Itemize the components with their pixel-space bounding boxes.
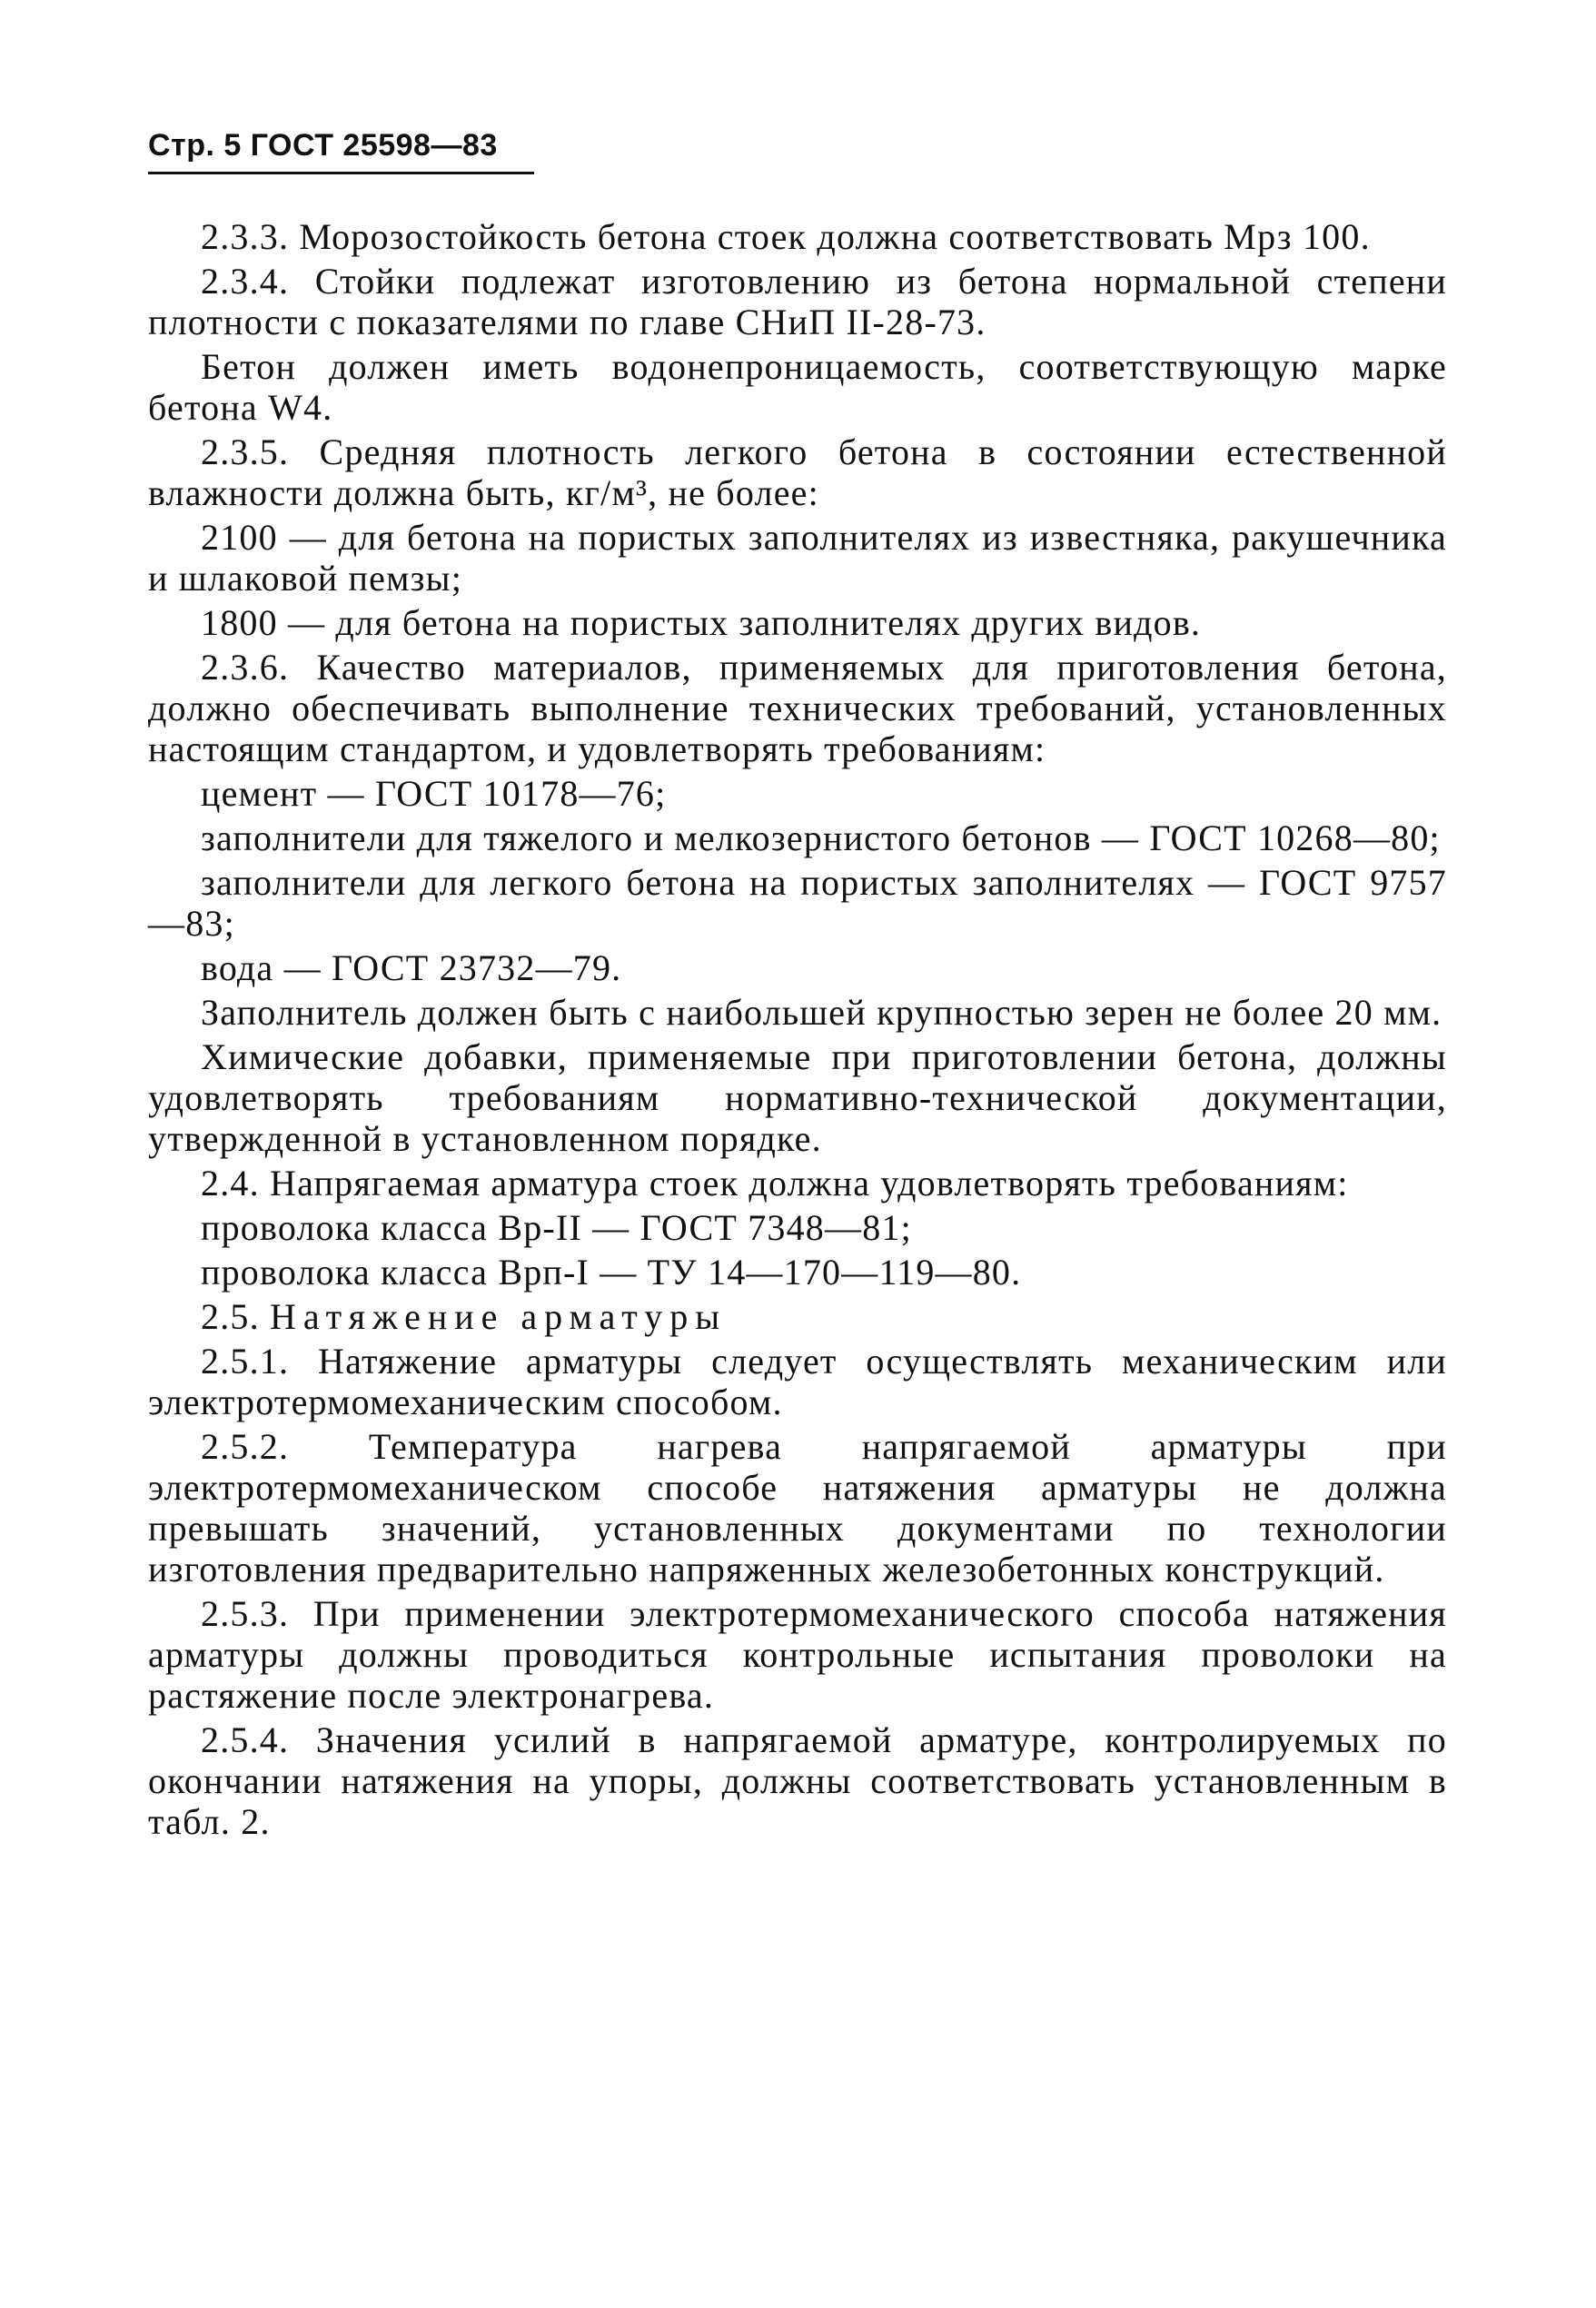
requirement-heavy-aggregates: заполнители для тяжелого и мелкозернистого бетонов — ГОСТ 10268—80; — [201, 817, 1441, 858]
document-body — [148, 216, 1447, 1846]
paragraph-2-5-2: 2.5.2. Температура нагрева напрягаемой арматуры при электротермомеханическом способе натяжения арматуры не должна превышать значений, установленных документами по технологии изготовления предварительно напряженных железобетонных конструкций. — [148, 1426, 1447, 1590]
paragraph-2-5-4: 2.5.4. Значения усилий в напрягаемой арматуре, контролируемых по окончании натяжения на упоры, должны соответствовать установленным в табл. 2. — [148, 1719, 1447, 1842]
requirement-wire-brp-i: проволока класса Врп-I — ТУ 14—170—119—80. — [201, 1252, 1022, 1293]
paragraph-2-4: 2.4. Напрягаемая арматура стоек должна удовлетворять требованиям: — [201, 1163, 1349, 1204]
page-header: Стр. 5 ГОСТ 25598—83 — [148, 128, 498, 163]
section-title: Натяжение арматуры — [270, 1296, 728, 1337]
paragraph-2-3-6: 2.3.6. Качество материалов, применяемых для приготовления бетона, должно обеспечивать выполнение технических требований, установленных настоящим стандартом, и удовлетворять требованиям: — [148, 647, 1447, 769]
paragraph-chemical-additives: Химические добавки, применяемые при приготовлении бетона, должны удовлетворять требованиям нормативно-технической документации, утвержденной в установленном порядке. — [148, 1036, 1447, 1159]
section-heading-2-5 — [148, 1296, 1447, 1337]
requirement-wire-bp-ii: проволока класса Вр-II — ГОСТ 7348—81; — [201, 1207, 912, 1248]
paragraph-2-3-4: 2.3.4. Стойки подлежат изготовлению из бетона нормальной степени плотности с показателями по главе СНиП II-28-73. — [148, 261, 1447, 342]
header-rule — [148, 172, 534, 174]
paragraph-2-3-5: 2.3.5. Средняя плотность легкого бетона в состоянии естественной влажности должна быть, кг/м³, не более: — [148, 431, 1447, 513]
paragraph-2-3-3: 2.3.3. Морозостойкость бетона стоек должна соответствовать Мрз 100. — [201, 216, 1371, 257]
paragraph-density-1800: 1800 — для бетона на пористых заполнителях других видов. — [201, 602, 1202, 643]
paragraph-density-2100: 2100 — для бетона на пористых заполнителях из известняка, ракушечника и шлаковой пемзы; — [148, 517, 1447, 599]
paragraph-2-5-1: 2.5.1. Натяжение арматуры следует осуществлять механическим или электротермомеханическим способом. — [148, 1341, 1447, 1422]
requirement-light-aggregates: заполнители для легкого бетона на пористых заполнителях — ГОСТ 9757—83; — [148, 862, 1447, 944]
paragraph-2-5-3: 2.5.3. При применении электротермомеханического способа натяжения арматуры должны проводиться контрольные испытания проволоки на растяжение после электронагрева. — [148, 1593, 1447, 1716]
section-number: 2.5. — [201, 1296, 260, 1337]
requirement-water: вода — ГОСТ 23732—79. — [201, 947, 622, 988]
paragraph-aggregate-size: Заполнитель должен быть с наибольшей крупностью зерен не более 20 мм. — [201, 992, 1442, 1033]
requirement-cement: цемент — ГОСТ 10178—76; — [201, 773, 667, 814]
paragraph-water-resistance: Бетон должен иметь водонепроницаемость, соответствующую марке бетона W4. — [148, 346, 1447, 428]
